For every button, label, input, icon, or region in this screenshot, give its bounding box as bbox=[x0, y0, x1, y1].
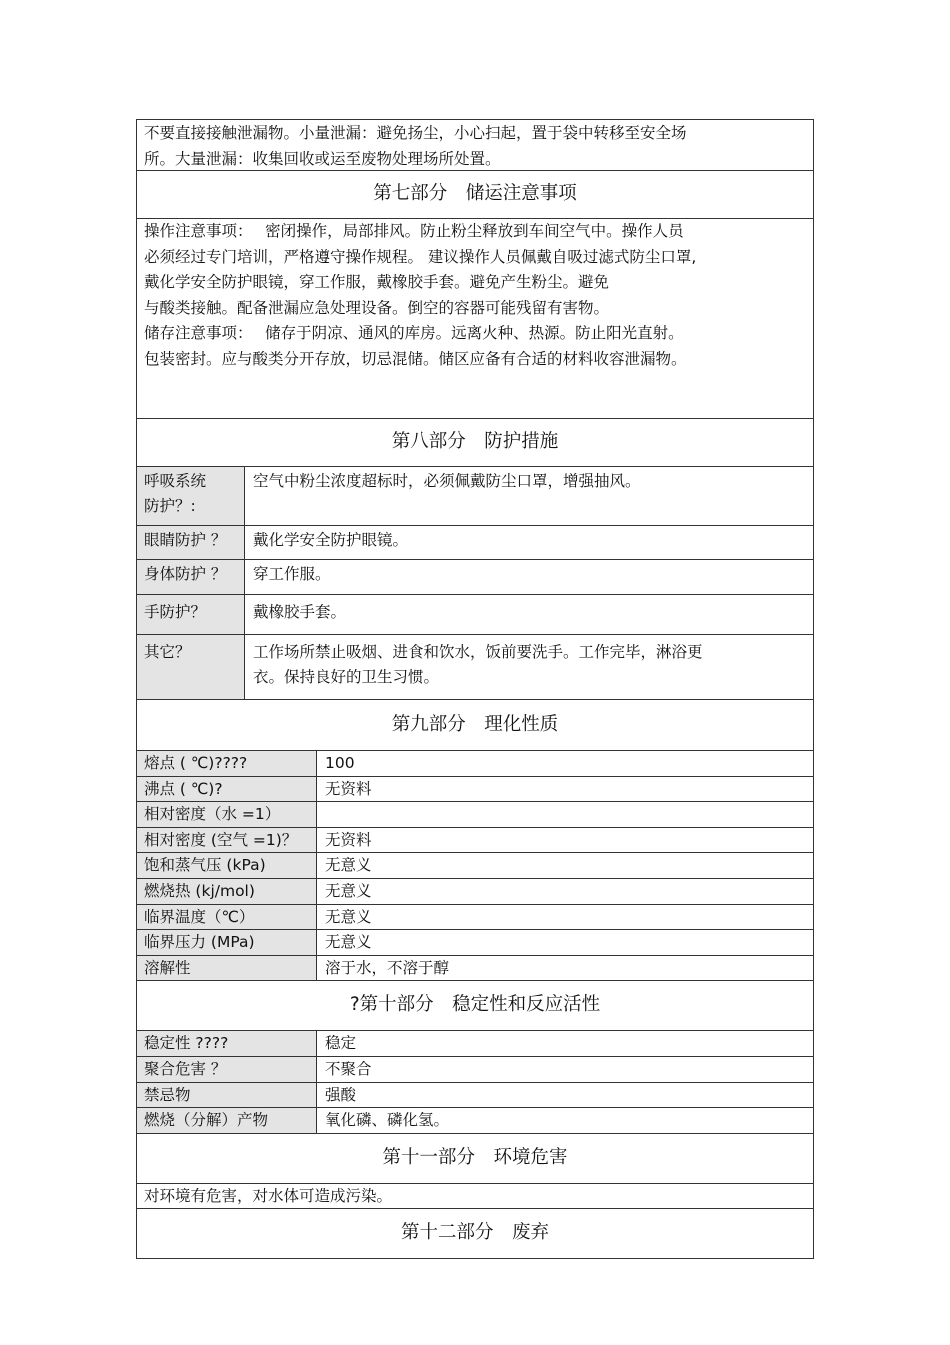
prop-label: 相对密度 (空气 =1)？ bbox=[137, 828, 317, 853]
prop-row bbox=[136, 879, 814, 905]
text-line: 包装密封。应与酸类分开存放，切忌混储。储区应备有合适的材料收容泄漏物。 bbox=[144, 349, 687, 368]
prop-label: 稳定性 ???? bbox=[137, 1031, 317, 1056]
text-line: 与酸类接触。配备泄漏应急处理设备。倒空的容器可能残留有害物。 bbox=[144, 298, 610, 317]
prop-value: 无意义 bbox=[325, 856, 372, 875]
ppe-row-respiratory bbox=[136, 467, 814, 526]
prop-row bbox=[136, 956, 814, 982]
prop-label: 燃烧（分解）产物 bbox=[137, 1108, 317, 1133]
prop-label: 临界压力 (MPa) bbox=[137, 930, 317, 955]
ppe-value-line: 戴化学安全防护眼镜。 bbox=[253, 531, 409, 549]
ppe-label-line: 手防护？ bbox=[144, 603, 207, 621]
prop-value: 无意义 bbox=[325, 933, 372, 952]
ppe-value-line: 戴橡胶手套。 bbox=[253, 603, 347, 621]
ppe-value-line: 空气中粉尘浓度超标时，必须佩戴防尘口罩，增强抽风。 bbox=[253, 472, 641, 490]
prop-label: 溶解性 bbox=[137, 956, 317, 981]
prop-value: 强酸 bbox=[325, 1085, 357, 1104]
text-line: 储存注意事项： 储存于阴凉、通风的库房。远离火种、热源。防止阳光直射。 bbox=[144, 324, 684, 342]
prop-row bbox=[136, 1108, 814, 1134]
section-11-title: 第十一部分 环境危害 bbox=[136, 1134, 814, 1184]
prop-label: 聚合危害 ？ bbox=[137, 1057, 317, 1082]
ppe-value bbox=[245, 526, 813, 559]
text-line: 戴化学安全防护眼镜，穿工作服，戴橡胶手套。避免产生粉尘。避免 bbox=[144, 273, 610, 291]
prop-row bbox=[136, 828, 814, 854]
ppe-label bbox=[137, 467, 245, 525]
ppe-value bbox=[245, 560, 813, 594]
section-10-title: ?第十部分 稳定性和反应活性 bbox=[136, 981, 814, 1031]
section-7-title: 第七部分 储运注意事项 bbox=[136, 171, 814, 219]
prop-label: 沸点 ( ℃)? bbox=[137, 777, 317, 802]
ppe-row-eye bbox=[136, 526, 814, 560]
prop-row bbox=[136, 1083, 814, 1109]
ppe-label-line: 身体防护 ？ bbox=[144, 565, 227, 583]
ppe-value bbox=[245, 595, 813, 634]
prop-label: 禁忌物 bbox=[137, 1083, 317, 1108]
ppe-label-line: 眼睛防护 ？ bbox=[144, 531, 227, 549]
handling-storage-text bbox=[136, 219, 814, 419]
ppe-row-hand bbox=[136, 595, 814, 635]
text-line: 必须经过专门培训，严格遵守操作规程。 建议操作人员佩戴自吸过滤式防尘口罩, bbox=[144, 247, 697, 266]
prop-value: 不聚合 bbox=[325, 1059, 372, 1078]
ppe-value bbox=[245, 467, 813, 525]
prop-value bbox=[317, 802, 813, 827]
environmental-hazard-text: 对环境有危害，对水体可造成污染。 bbox=[136, 1184, 814, 1209]
prop-row bbox=[136, 853, 814, 879]
ppe-value-line: 工作场所禁止吸烟、进食和饮水，饭前要洗手。工作完毕，淋浴更 bbox=[253, 643, 703, 661]
prop-label: 熔点 ( ℃)???? bbox=[137, 751, 317, 776]
text-line: 操作注意事项： 密闭操作，局部排风。防止粉尘释放到车间空气中。操作人员 bbox=[144, 222, 684, 240]
prop-value: 氧化磷、磷化氢。 bbox=[325, 1111, 450, 1130]
prop-row bbox=[136, 930, 814, 956]
prop-label: 燃烧热 (kj/mol) bbox=[137, 879, 317, 904]
ppe-label bbox=[137, 635, 245, 699]
prop-label: 饱和蒸气压 (kPa) bbox=[137, 853, 317, 878]
msds-document bbox=[136, 119, 814, 1259]
prop-value: 无资料 bbox=[325, 779, 372, 798]
ppe-row-body bbox=[136, 560, 814, 595]
prop-value: 无资料 bbox=[325, 830, 372, 849]
prop-value: 溶于水，不溶于醇 bbox=[325, 958, 450, 977]
prop-value: 稳定 bbox=[325, 1034, 357, 1053]
text-line: 所。大量泄漏：收集回收或运至废物处理场所处置。 bbox=[144, 149, 501, 168]
prop-value: 无意义 bbox=[325, 881, 372, 900]
ppe-label bbox=[137, 560, 245, 594]
ppe-label-line: 呼吸系统 bbox=[144, 472, 207, 490]
prop-label: 临界温度（℃） bbox=[137, 905, 317, 930]
ppe-label bbox=[137, 595, 245, 634]
prop-label: 相对密度（水 =1） bbox=[137, 802, 317, 827]
prop-value: 无意义 bbox=[325, 907, 372, 926]
section-8-title: 第八部分 防护措施 bbox=[136, 419, 814, 467]
ppe-value-line: 衣。保持良好的卫生习惯。 bbox=[253, 668, 440, 686]
prop-value: 100 bbox=[325, 754, 355, 772]
prop-row bbox=[136, 751, 814, 777]
leak-disposal-text bbox=[136, 119, 814, 171]
prop-row bbox=[136, 1031, 814, 1057]
prop-row bbox=[136, 905, 814, 931]
section-9-title: 第九部分 理化性质 bbox=[136, 700, 814, 751]
ppe-label-line: 其它？ bbox=[144, 643, 191, 661]
ppe-label-line: 防护？: bbox=[144, 497, 196, 515]
ppe-value-line: 穿工作服。 bbox=[253, 565, 331, 583]
prop-row bbox=[136, 1057, 814, 1083]
prop-row bbox=[136, 802, 814, 828]
ppe-label bbox=[137, 526, 245, 559]
ppe-row-other bbox=[136, 635, 814, 700]
ppe-value bbox=[245, 635, 813, 699]
section-12-title: 第十二部分 废弃 bbox=[136, 1209, 814, 1259]
text-line: 不要直接接触泄漏物。小量泄漏：避免扬尘，小心扫起，置于袋中转移至安全场 bbox=[144, 124, 687, 142]
prop-row bbox=[136, 777, 814, 803]
